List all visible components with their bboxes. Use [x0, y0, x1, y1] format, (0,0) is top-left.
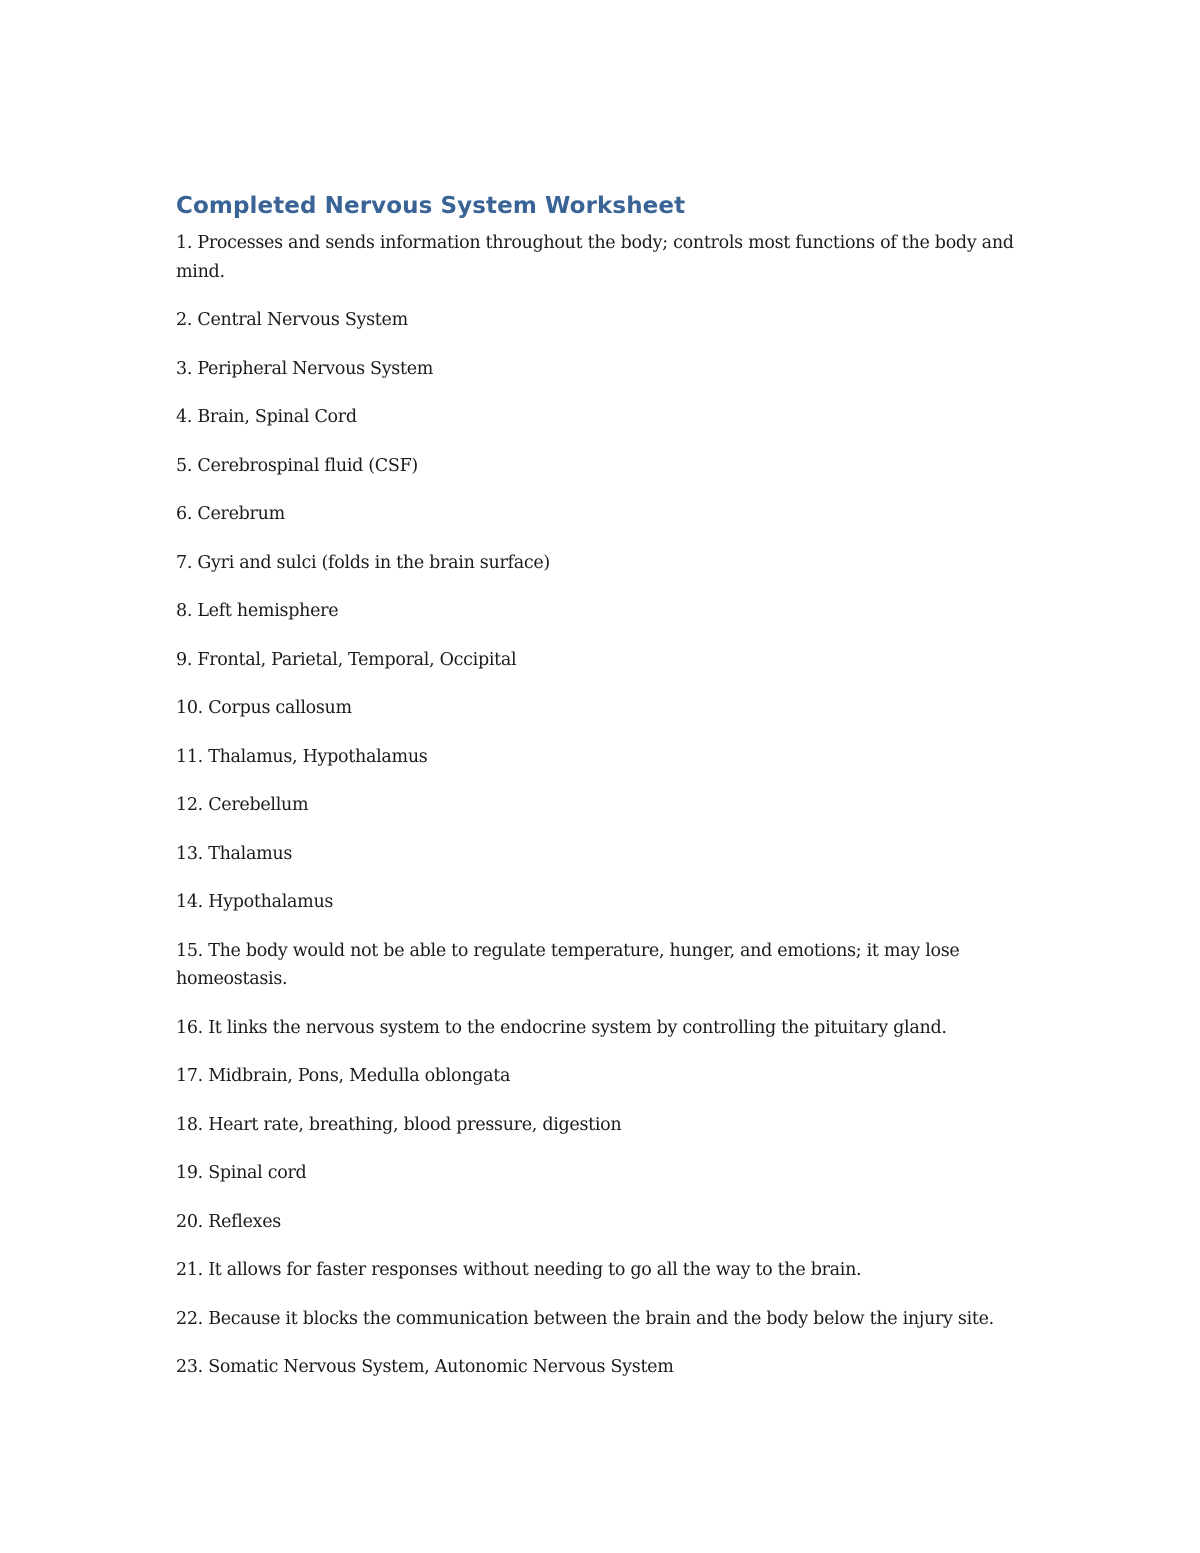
answer-item: 14. Hypothalamus: [176, 892, 334, 912]
answer-item: 11. Thalamus, Hypothalamus: [176, 746, 428, 767]
answer-item: 17. Midbrain, Pons, Medulla oblongata: [176, 1066, 511, 1086]
answer-item: 23. Somatic Nervous System, Autonomic Nervous System: [176, 1357, 674, 1377]
answer-item: 10. Corpus callosum: [176, 698, 352, 718]
answer-item: 20. Reflexes: [176, 1211, 281, 1232]
answer-item: 7. Gyri and sulci (folds in the brain surface): [176, 552, 550, 573]
answer-item: 12. Cerebellum: [176, 795, 309, 815]
answer-item: 15. The body would not be able to regulate temperature, hunger, and emotions; it may lose homeostasis.: [176, 940, 960, 989]
document-body: [176, 190, 1026, 1402]
answer-item: 18. Heart rate, breathing, blood pressure, digestion: [176, 1114, 622, 1135]
document-title: Completed Nervous System Worksheet: [176, 193, 686, 219]
answer-item: 5. Cerebrospinal fluid (CSF): [176, 455, 418, 476]
answer-item: 6. Cerebrum: [176, 504, 285, 524]
answer-item: 2. Central Nervous System: [176, 310, 408, 330]
answer-item: 21. It allows for faster responses without needing to go all the way to the brain.: [176, 1260, 862, 1280]
answer-item: 19. Spinal cord: [176, 1163, 307, 1183]
answer-item: 22. Because it blocks the communication between the brain and the body below the injury site.: [176, 1308, 994, 1329]
answer-item: 3. Peripheral Nervous System: [176, 358, 434, 379]
answer-item: 9. Frontal, Parietal, Temporal, Occipital: [176, 649, 517, 670]
answer-item: 4. Brain, Spinal Cord: [176, 407, 357, 427]
answer-item: 16. It links the nervous system to the endocrine system by controlling the pituitary gland.: [176, 1017, 947, 1038]
answer-item: 8. Left hemisphere: [176, 601, 339, 621]
answer-item: 13. Thalamus: [176, 843, 293, 864]
answer-item: 1. Processes and sends information throughout the body; controls most functions of the body and mind.: [176, 233, 1014, 282]
answer-list: [176, 229, 1026, 1382]
